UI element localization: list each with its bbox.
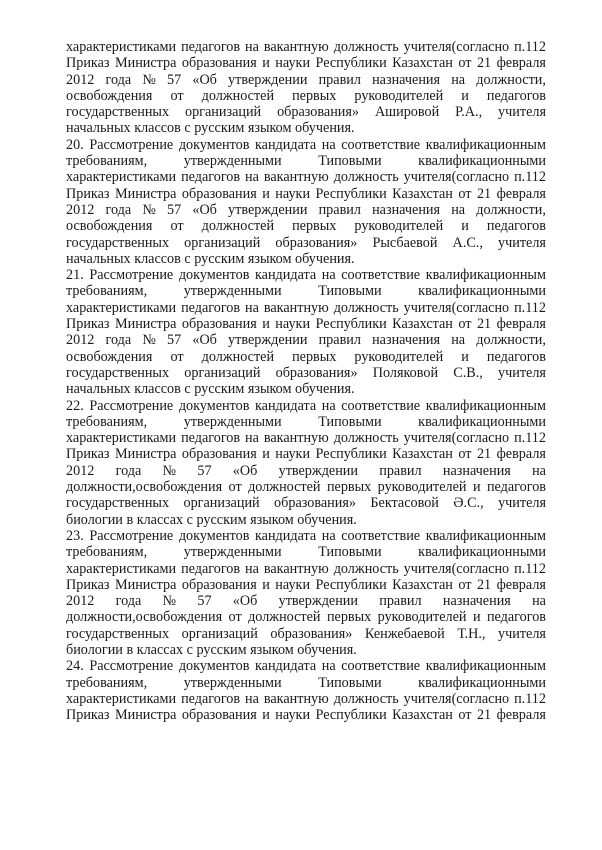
text-line: Приказ Министра образования и науки Республики Казахстан от 21 февраля <box>66 576 546 593</box>
text-line: требованиям, утвержденными Типовыми квалификационными <box>66 283 546 300</box>
text-line: государственных организаций образования» Бектасовой Ә.С., учителя <box>66 495 546 512</box>
text-line: 21. Рассмотрение документов кандидата на соответствие квалификационным <box>66 267 546 284</box>
text-line: 23. Рассмотрение документов кандидата на соответствие квалификационным <box>66 527 546 544</box>
text-line: Приказ Министра образования и науки Республики Казахстан от 21 февраля <box>66 316 546 333</box>
text-line: Приказ Министра образования и науки Республики Казахстан от 21 февраля <box>66 707 546 724</box>
text-line: характеристиками педагогов на вакантную должность учителя(согласно п.112 <box>66 690 546 707</box>
text-line: Приказ Министра образования и науки Республики Казахстан от 21 февраля <box>66 446 546 463</box>
text-line: требованиям, утвержденными Типовыми квалификационными <box>66 153 546 170</box>
text-line: 2012 года № 57 «Об утверждении правил назначения на <box>66 593 546 610</box>
text-line: 2012 года № 57 «Об утверждении правил назначения на должности, <box>66 71 546 88</box>
text-line: начальных классов с русским языком обучения. <box>66 120 355 137</box>
text-line: Приказ Министра образования и науки Республики Казахстан от 21 февраля <box>66 55 546 72</box>
text-line: государственных организаций образования» Рысбаевой А.С., учителя <box>66 234 546 251</box>
text-line: 20. Рассмотрение документов кандидата на соответствие квалификационным <box>66 136 546 153</box>
text-line: 2012 года № 57 «Об утверждении правил назначения на должности, <box>66 201 546 218</box>
text-line: характеристиками педагогов на вакантную должность учителя(согласно п.112 <box>66 299 546 316</box>
text-line: 24. Рассмотрение документов кандидата на соответствие квалификационным <box>66 658 546 675</box>
text-line: должности,освобождения от должностей первых руководителей и педагогов <box>66 609 546 626</box>
text-line: биологии в классах с русским языком обучения. <box>66 641 357 658</box>
text-line: характеристиками педагогов на вакантную должность учителя(согласно п.112 <box>66 39 546 55</box>
text-line: характеристиками педагогов на вакантную должность учителя(согласно п.112 <box>66 430 546 447</box>
text-line: 2012 года № 57 «Об утверждении правил назначения на должности, <box>66 332 546 349</box>
text-line: 22. Рассмотрение документов кандидата на соответствие квалификационным <box>66 397 546 414</box>
document-body <box>66 39 546 723</box>
text-line: Приказ Министра образования и науки Республики Казахстан от 21 февраля <box>66 185 546 202</box>
text-line: освобождения от должностей первых руководителей и педагогов <box>66 87 546 104</box>
text-line: государственных организаций образования» Поляковой С.В., учителя <box>66 364 546 381</box>
text-line: государственных организаций образования» Ашировой Р.А., учителя <box>66 104 546 121</box>
text-line: характеристиками педагогов на вакантную должность учителя(согласно п.112 <box>66 169 546 186</box>
text-line: требованиям, утвержденными Типовыми квалификационными <box>66 413 546 430</box>
text-line: должности,освобождения от должностей первых руководителей и педагогов <box>66 479 546 496</box>
text-line: освобождения от должностей первых руководителей и педагогов <box>66 348 546 365</box>
text-line: освобождения от должностей первых руководителей и педагогов <box>66 218 546 235</box>
text-line: начальных классов с русским языком обучения. <box>66 250 355 267</box>
text-line: 2012 года № 57 «Об утверждении правил назначения на <box>66 462 546 479</box>
text-line: требованиям, утвержденными Типовыми квалификационными <box>66 674 546 691</box>
text-line: характеристиками педагогов на вакантную должность учителя(согласно п.112 <box>66 560 546 577</box>
text-line: требованиям, утвержденными Типовыми квалификационными <box>66 544 546 561</box>
text-line: биологии в классах с русским языком обучения. <box>66 511 357 528</box>
text-line: начальных классов с русским языком обучения. <box>66 381 355 398</box>
text-line: государственных организаций образования» Кенжебаевой Т.Н., учителя <box>66 625 546 642</box>
